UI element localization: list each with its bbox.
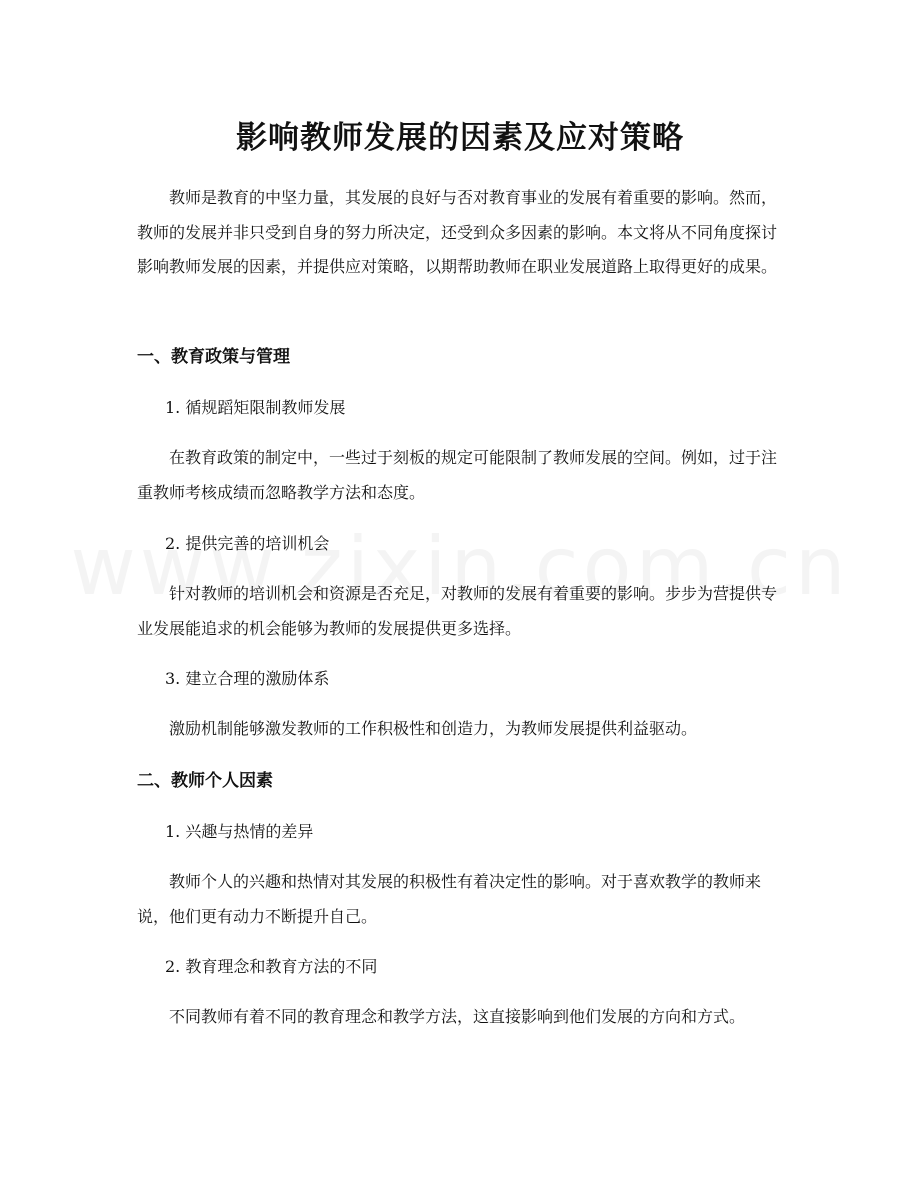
subheading-1-2: 2. 提供完善的培训机会 [165,534,330,553]
paragraph-2-2: 不同教师有着不同的教育理念和教学方法，这直接影响到他们发展的方向和方式。 [169,1007,746,1026]
subheading-1-1: 1. 循规蹈矩限制教师发展 [165,398,346,417]
subheading-2-1: 1. 兴趣与热情的差异 [165,822,314,841]
section-heading-personal: 二、教师个人因素 [137,771,273,791]
paragraph-1-2: 针对教师的培训机会和资源是否充足，对教师的发展有着重要的影响。步步为营提供专业发展能追求的机会能够为教师的发展提供更多选择。 [137,584,778,638]
paragraph-1-1: 在教育政策的制定中，一些过于刻板的规定可能限制了教师发展的空间。例如，过于注重教师考核成绩而忽略教学方法和态度。 [137,448,778,502]
subheading-1-3: 3. 建立合理的激励体系 [165,669,330,688]
section-heading-policy: 一、教育政策与管理 [137,347,290,367]
document-title: 影响教师发展的因素及应对策略 [236,120,684,156]
subheading-2-2: 2. 教育理念和教育方法的不同 [165,957,378,976]
intro-paragraph: 教师是教育的中坚力量，其发展的良好与否对教育事业的发展有着重要的影响。然而，教师的发展并非只受到自身的努力所决定，还受到众多因素的影响。本文将从不同角度探讨影响教师发展的因素，并提供应对策略，以期帮助教师在职业发展道路上取得更好的成果。 [137,188,778,276]
paragraph-2-1: 教师个人的兴趣和热情对其发展的积极性有着决定性的影响。对于喜欢教学的教师来说，他们更有动力不断提升自己。 [137,872,762,926]
paragraph-1-3: 激励机制能够激发教师的工作积极性和创造力，为教师发展提供利益驱动。 [169,719,698,738]
